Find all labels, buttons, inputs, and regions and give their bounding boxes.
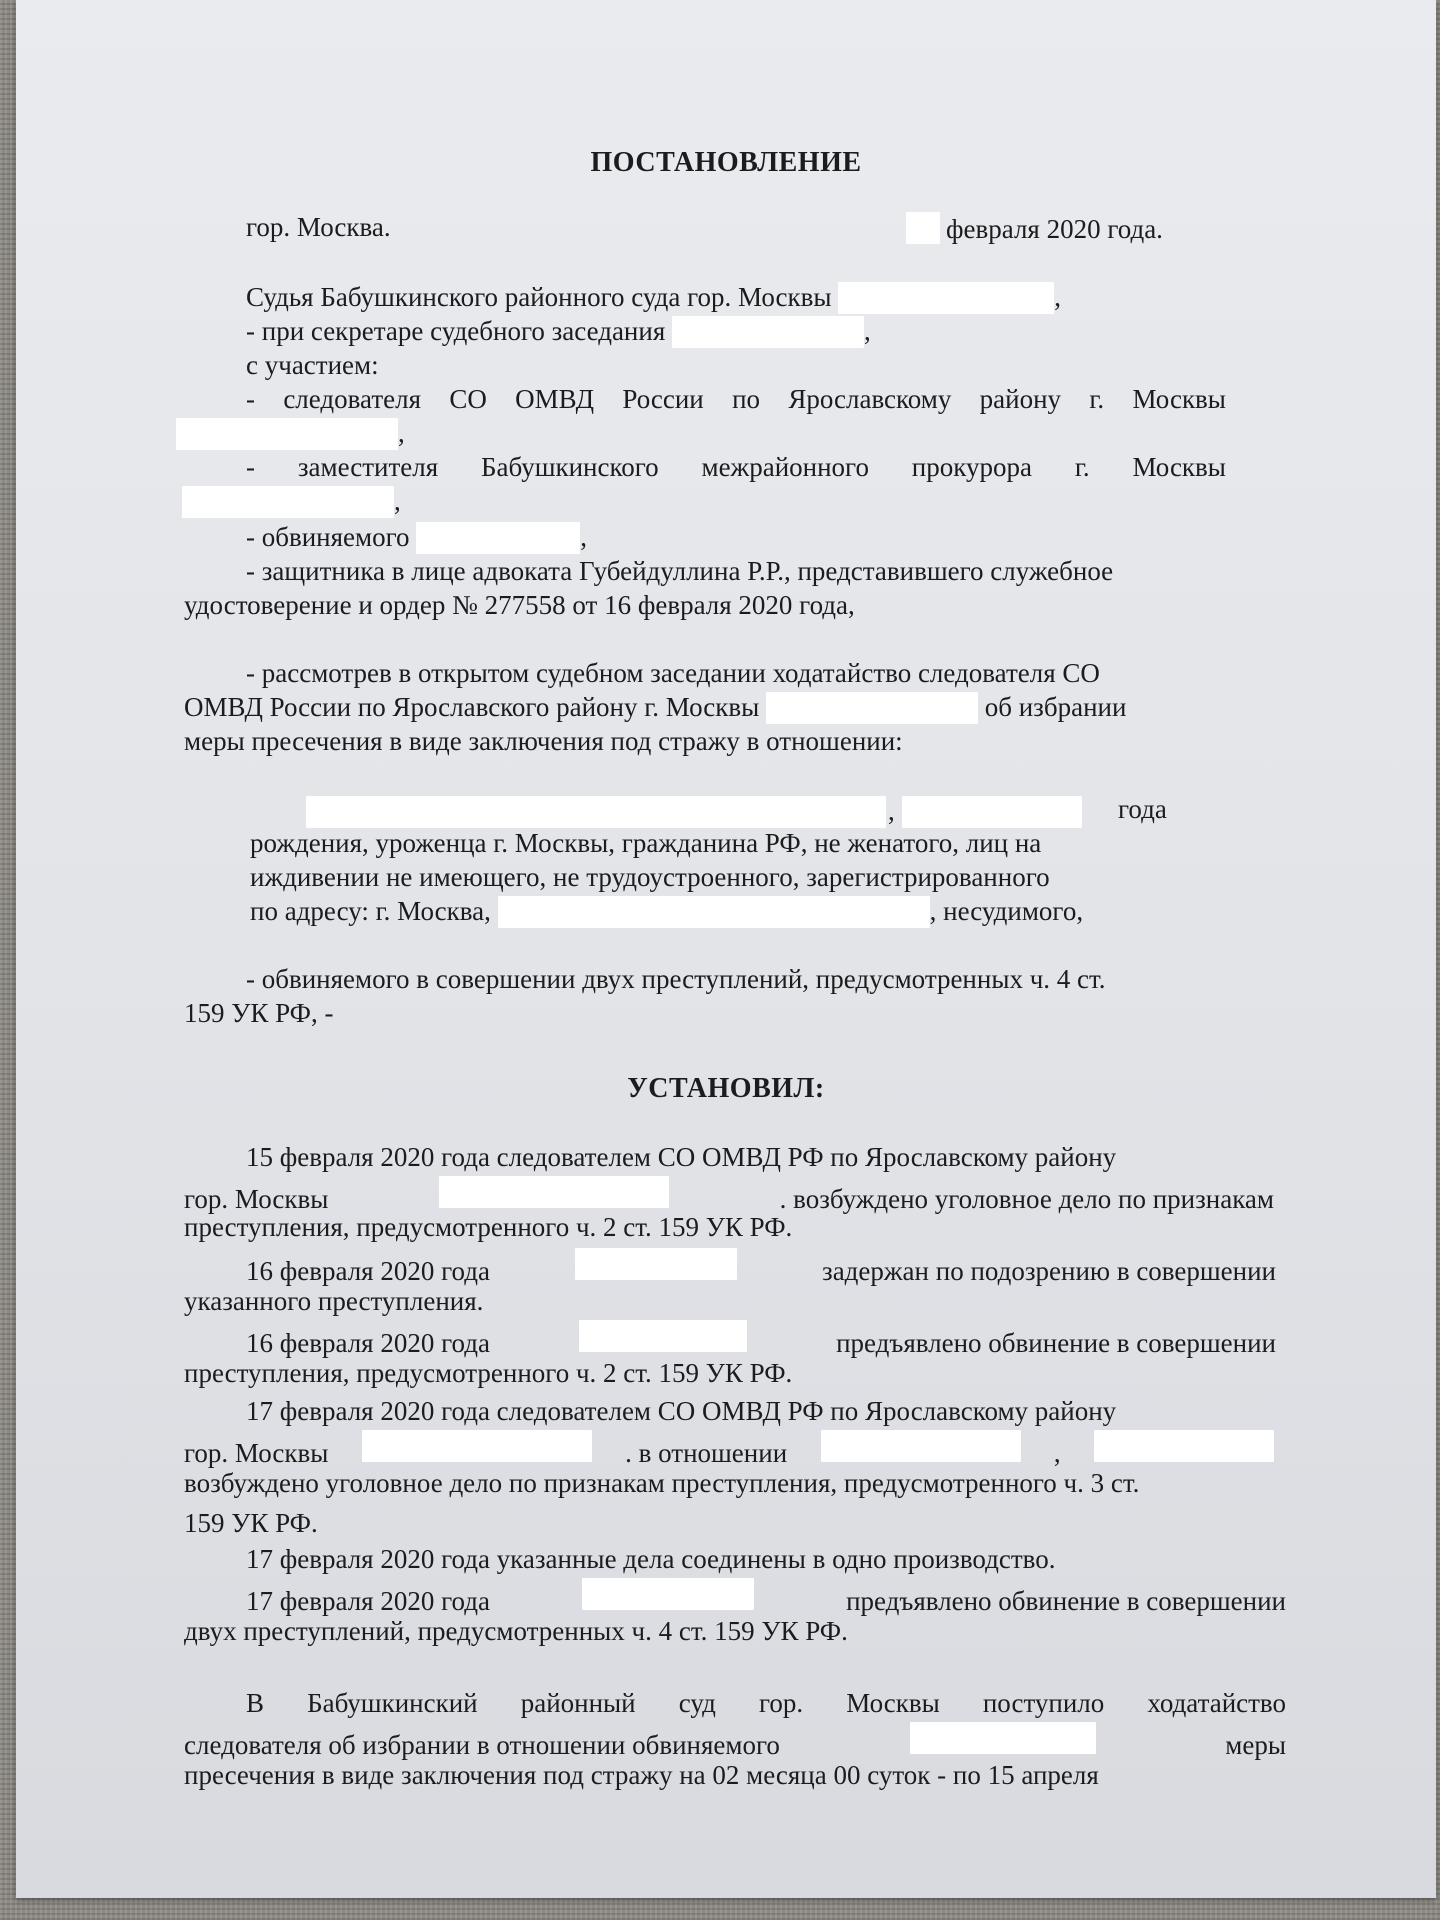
- p2-line-1: 16 февраля 2020 года задержан по подозрению в совершении: [246, 1248, 1276, 1288]
- p4-line-2: гор. Москвы . в отношении ,: [184, 1430, 1274, 1470]
- date-tail: февраля 2020 года.: [946, 214, 1163, 244]
- birth-year-word: года: [1118, 794, 1167, 824]
- p7-line-3: пресечения в виде заключения под стражу на 02 месяца 00 суток - по 15 апреля: [184, 1760, 1099, 1790]
- person-line-2: рождения, уроженца г. Москвы, гражданина РФ, не женатого, лиц на: [250, 828, 1042, 858]
- charge-line-1: - обвиняемого в совершении двух преступлений, предусмотренных ч. 4 ст.: [246, 964, 1106, 994]
- redaction-p4-investigator: [362, 1430, 592, 1462]
- p2-line-2: указанного преступления.: [184, 1286, 484, 1316]
- redaction-day: [906, 212, 940, 244]
- person-line-3: иждивении не имеющего, не трудоустроенного, зарегистрированного: [250, 862, 1050, 892]
- p1-line-1: 15 февраля 2020 года следователем СО ОМВД РФ по Ярославскому району: [246, 1142, 1117, 1172]
- redaction-birth-date: [902, 796, 1082, 828]
- consider-line-3: меры пресечения в виде заключения под стражу в отношении:: [184, 726, 903, 756]
- established-heading: УСТАНОВИЛ:: [627, 1073, 825, 1104]
- p3-line-1: 16 февраля 2020 года предъявлено обвинение в совершении: [246, 1320, 1276, 1360]
- redaction-p3: [579, 1320, 747, 1352]
- document-page: [16, 0, 1436, 1898]
- p3-line-2: преступления, предусмотренного ч. 2 ст. 159 УК РФ.: [184, 1358, 793, 1388]
- redaction-p4-person-1: [821, 1430, 1021, 1462]
- p4-line-4: 159 УК РФ.: [184, 1508, 318, 1538]
- defender-line-2: удостоверение и ордер № 277558 от 16 февраля 2020 года,: [184, 590, 855, 620]
- judge-line: Судья Бабушкинского районного суда гор. Москвы ,: [246, 282, 1062, 312]
- redaction-accused: [416, 522, 580, 554]
- p6-line-1: 17 февраля 2020 года предъявлено обвинение в совершении: [246, 1578, 1286, 1618]
- investigator-name-line: ,: [176, 416, 405, 450]
- redaction-p7: [910, 1722, 1096, 1754]
- p7-line-1: В Бабушкинский районный суд гор. Москвы поступило ходатайство: [246, 1688, 1286, 1718]
- city: гор. Москва.: [246, 212, 391, 242]
- consider-line-1: - рассмотрев в открытом судебном заседании ходатайство следователя СО: [246, 658, 1100, 688]
- prosecutor-line: - заместителя Бабушкинского межрайонного прокурора г. Москвы: [246, 452, 1226, 482]
- redaction-p1-investigator: [439, 1176, 669, 1208]
- p4-line-3: возбуждено уголовное дело по признакам преступления, предусмотренного ч. 3 ст.: [184, 1468, 1140, 1498]
- redaction-judge: [838, 282, 1054, 314]
- redaction-p2: [575, 1248, 737, 1280]
- p6-line-2: двух преступлений, предусмотренных ч. 4 ст. 159 УК РФ.: [184, 1616, 848, 1646]
- redaction-secretary: [672, 316, 864, 348]
- p1-line-3: преступления, предусмотренного ч. 2 ст. 159 УК РФ.: [184, 1212, 793, 1242]
- consider-line-2: ОМВД России по Ярославского району г. Москвы об избрании: [184, 692, 1127, 722]
- investigator-line: - следователя СО ОМВД России по Ярославскому району г. Москвы: [246, 384, 1226, 414]
- prosecutor-name-line: ,: [182, 484, 401, 518]
- redaction-investigator-2: [766, 692, 978, 724]
- p7-line-2: следователя об избрании в отношении обвиняемого меры: [184, 1722, 1286, 1762]
- p5-line-1: 17 февраля 2020 года указанные дела соединены в одно производство.: [246, 1544, 1056, 1574]
- defender-line-1: - защитника в лице адвоката Губейдуллина Р.Р., представившего служебное: [246, 556, 1114, 586]
- participation-label: с участием:: [246, 350, 379, 380]
- p4-line-1: 17 февраля 2020 года следователем СО ОМВД РФ по Ярославскому району: [246, 1396, 1117, 1426]
- redaction-prosecutor: [182, 486, 394, 518]
- name-comma: ,: [888, 796, 895, 826]
- redaction-p6: [582, 1578, 754, 1610]
- redaction-p4-person-2: [1094, 1430, 1274, 1462]
- redaction-investigator: [176, 418, 398, 450]
- document-title: ПОСТАНОВЛЕНИЕ: [590, 147, 862, 178]
- charge-line-2: 159 УК РФ, -: [184, 998, 334, 1028]
- address-line: по адресу: г. Москва, , несудимого,: [250, 896, 1084, 926]
- redaction-address: [498, 896, 930, 928]
- redaction-full-name: [306, 796, 886, 828]
- p1-line-2: гор. Москвы . возбуждено уголовное дело по признакам: [184, 1176, 1274, 1216]
- accused-line: - обвиняемого ,: [246, 522, 588, 552]
- secretary-line: - при секретаре судебного заседания ,: [246, 316, 871, 346]
